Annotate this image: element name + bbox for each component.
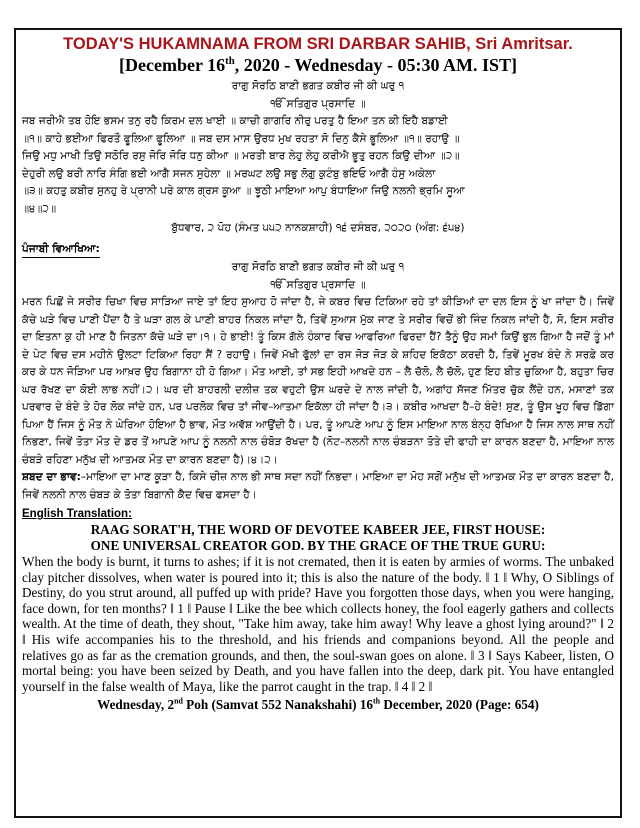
date-header-rest: , 2020 - Wednesday - 05:30 AM. IST] (234, 55, 517, 75)
raag-heading: ਰਾਗੁ ਸੋਰਠਿ ਬਾਣੀ ਭਗਤ ਕਬੀਰ ਜੀ ਕੀ ਘਰੁ ੧ (231, 80, 405, 92)
english-translation-label: English Translation: (22, 508, 132, 520)
date-header (22, 54, 614, 76)
date-header-suffix: th (225, 55, 235, 67)
date-header-prefix: [December 16 (119, 55, 226, 75)
footer-date-c: December, 2020 (Page: 654) (380, 697, 539, 713)
footer-date-b: Poh (Samvat 552 Nanakshahi) 16 (182, 697, 374, 713)
gurbani-line: ॥੧॥ ਕਾਹੇ ਭਈਆ ਫਿਰਤੌ ਫੂਲਿਆ ਫੂਲਿਆ ॥ ਜਬ ਦਸ ਮਾਸ ਉਰਧ ਮੁਖ ਰਹਤਾ ਸੋ ਦਿਨੁ ਕੈਸੇ ਭੂਲਿਆ ॥੧॥ ਰਹਾਉ ॥ (22, 132, 460, 145)
english-heading-2: ONE UNIVERSAL CREATOR GOD. BY THE GRACE OF THE TRUE GURU: (90, 538, 546, 553)
page-title: TODAY'S HUKAMNAMA FROM SRI DARBAR SAHIB, Sri Amritsar. (63, 35, 573, 53)
shabad-meaning-label: ਸ਼ਬਦ ਦਾ ਭਾਵ: (22, 471, 81, 483)
punjabi-raag-heading: ਰਾਗੁ ਸੋਰਠਿ ਬਾਣੀ ਭਗਤ ਕਬੀਰ ਜੀ ਕੀ ਘਰੁ ੧ (231, 261, 405, 273)
english-translation-text: When the body is burnt, it turns to ashes; if it is not cremated, then it is eaten by armies of worms. The unbaked clay pitcher dissolves, when water is poured into it; this is also the nature of the body. ‖ 1 ‖ Why, O Siblings of Destiny, do you strut around, all puffed up with pride? Have you forgotten those days, when you were hanging, face down, for ten months? ‖ 1 ‖ Pause ‖ Like the bee which collects honey, the fool eagerly gathers and collects wealth. At the time of death, they shout, "Take him away, take him away! Why leave a ghost lying around?" ‖ 2 ‖ His wife accompanies his to the threshold, and his friends and companions beyond. All the people and relatives go as far as the cremation grounds, and then, the soul-swan goes on alone. ‖ 3 ‖ Says Kabeer, listen, O mortal being: you have been seized by Death, and you have fallen into the deep, dark pit. You have entangled yourself in the false wealth of Maya, like the parrot caught in the trap. ‖ 4 ‖ 2 ‖ (22, 554, 614, 694)
punjabi-explanation-section (22, 239, 614, 504)
hukamnama-page (14, 28, 622, 818)
footer-date-a: Wednesday, 2 (97, 697, 175, 713)
punjabi-explanation-text: ਮਰਨ ਪਿਛੋਂ ਜੇ ਸਰੀਰ ਚਿਖਾ ਵਿਚ ਸਾੜਿਆ ਜਾਏ ਤਾਂ ਇਹ ਸੁਆਹ ਹੋ ਜਾਂਦਾ ਹੈ, ਜੇ ਕਬਰ ਵਿਚ ਟਿਕਿਆ ਰਹੇ ਤਾਂ ਕੀੜਿਆਂ ਦਾ ਦਲ ਇਸ ਨੂੰ ਖਾ ਜਾਂਦਾ ਹੈ। ਜਿਵੇਂ ਕੱਚੇ ਘੜੇ ਵਿਚ ਪਾਣੀ ਪੈਂਦਾ ਹੈ ਤੇ ਘੜਾ ਗਲ ਕੇ ਪਾਣੀ ਬਾਹਰ ਨਿਕਲ ਜਾਂਦਾ ਹੈ, ਤਿਵੇਂ ਸੁਆਸ ਮੁੱਕ ਜਾਣ ਤੇ ਸਰੀਰ ਵਿਚੋਂ ਭੀ ਜਿੰਦ ਨਿਕਲ ਜਾਂਦੀ ਹੈ, ਸੋ, ਇਸ ਸਰੀਰ ਦਾ ਇਤਨਾ ਕੁ ਹੀ ਮਾਣ ਹੈ ਜਿਤਨਾ ਕੱਚੇ ਘੜੇ ਦਾ।੧। ਹੇ ਭਾਈ! ਤੂੰ ਕਿਸ ਗੱਲੇ ਹੰਕਾਰ ਵਿਚ ਆਫਰਿਆ ਫਿਰਦਾ ਹੈਂ? ਤੈਨੂੰ ਉਹ ਸਮਾਂ ਕਿਉਂ ਭੁਲ ਗਿਆ ਹੈ ਜਦੋਂ ਤੂੰ ਮਾਂ ਦੇ ਪੇਟ ਵਿਚ ਦਸ ਮਹੀਨੇ ਉਲਟਾ ਟਿਕਿਆ ਰਿਹਾ ਸੈਂ ? ਰਹਾਉ। ਜਿਵੇਂ ਮੱਖੀ ਫੁੱਲਾਂ ਦਾ ਰਸ ਜੋੜ ਜੋੜ ਕੇ ਸ਼ਹਿਦ ਇਕੱਠਾ ਕਰਦੀ ਹੈ, ਤਿਵੇਂ ਮੂਰਖ ਬੰਦੇ ਨੇ ਸਰਫ਼ੇ ਕਰ ਕਰ ਕੇ ਧਨ ਜੋੜਿਆ ਪਰ ਆਖ਼ਰ ਉਹ ਬਿਗਾਨਾ ਹੀ ਹੋ ਗਿਆ। ਮੌਤ ਆਈ, ਤਾਂ ਸਭ ਇਹੀ ਆਖਦੇ ਹਨ – ਲੈ ਚੱਲੋ, ਲੈ ਚੱਲੋ, ਹੁਣ ਇਹ ਬੀਤ ਚੁਕਿਆ ਹੈ, ਬਹੁਤਾ ਚਿਰ ਘਰ ਰੱਖਣ ਦਾ ਕੋਈ ਲਾਭ ਨਹੀਂ।੨। ਘਰ ਦੀ ਬਾਹਰਲੀ ਦਲੀਜ਼ ਤਕ ਵਹੁਟੀ ਉਸ ਘਰਦੇ ਦੇ ਨਾਲ ਜਾਂਦੀ ਹੈ, ਅਗਾਂਹ ਸੱਜਣ ਮਿੱਤਰ ਚੁੱਕ ਲੈਂਦੇ ਹਨ, ਮਸਾਣਾਂ ਤਕ ਪਰਵਾਰ ਦੇ ਬੰਦੇ ਤੇ ਹੋਰ ਲੋਕ ਜਾਂਦੇ ਹਨ, ਪਰ ਪਰਲੋਕ ਵਿਚ ਤਾਂ ਜੀਵ–ਆਤਮਾ ਇਕੱਲਾ ਹੀ ਜਾਂਦਾ ਹੈ।੩। ਕਬੀਰ ਆਖਦਾ ਹੈ–ਹੇ ਬੰਦੇ! ਸੁਣ, ਤੂੰ ਉਸ ਖੂਹ ਵਿਚ ਡਿੱਗਾ ਪਿਆ ਹੈਂ ਜਿਸ ਨੂੰ ਮੌਤ ਨੇ ਘੇਰਿਆ ਹੋਇਆ ਹੈ ਭਾਵ, ਮੌਤ ਅਵੱਸ਼ ਆਉਂਦੀ ਹੈ। ਪਰ, ਤੂੰ ਆਪਣੇ ਆਪ ਨੂੰ ਇਸ ਮਾਇਆ ਨਾਲ ਬੰਨ੍ਹ ਰੱਖਿਆ ਹੈ ਜਿਸ ਨਾਲ ਸਾਥ ਨਹੀਂ ਨਿਭਣਾ, ਜਿਵੇਂ ਤੋਤਾ ਮੌਤ ਦੇ ਡਰ ਤੋਂ ਆਪਣੇ ਆਪ ਨੂੰ ਨਲਨੀ ਨਾਲ ਚੰਬੋੜ ਰੱਖਦਾ ਹੈ (ਨੋਟ–ਨਲਨੀ ਨਾਲ ਚੰਬੜਨਾ ਤੋਤੇ ਦੀ ਫਾਹੀ ਦਾ ਕਾਰਨ ਬਣਦਾ ਹੈ, ਮਾਇਆ ਨਾਲ ਚੰਬੜੇ ਰਹਿਣਾ ਮਨੁੱਖ ਦੀ ਆਤਮਕ ਮੌਤ ਦਾ ਕਾਰਨ ਬਣਦਾ ਹੈ)।੪।੨। (22, 296, 615, 466)
gurbani-line: ॥੩॥ ਕਹਤੁ ਕਬੀਰ ਸੁਨਹੁ ਰੇ ਪ੍ਰਾਨੀ ਪਰੇ ਕਾਲ ਗ੍ਰਸ ਕੂਆ ॥ ਝੂਠੀ ਮਾਇਆ ਆਪੁ ਬੰਧਾਇਆ ਜਿਉ ਨਲਨੀ ਭ੍ਰਮਿ ਸੂਆ (22, 185, 465, 197)
gurbani-line: ਜਬ ਜਰੀਐ ਤਬ ਹੋਇ ਭਸਮ ਤਨੁ ਰਹੈ ਕਿਰਮ ਦਲ ਖਾਈ ॥ ਕਾਚੀ ਗਾਗਰਿ ਨੀਰੁ ਪਰਤੁ ਹੈ ਇਆ ਤਨ ਕੀ ਇਹੈ ਬਡਾਈ (22, 115, 448, 127)
gurbani-line: ॥੪॥੨॥ (22, 202, 57, 215)
english-heading-1: RAAG SORAT'H, THE WORD OF DEVOTEE KABEER JEE, FIRST HOUSE: (90, 522, 546, 537)
shabad-meaning-text: –ਮਾਇਆ ਦਾ ਮਾਣ ਕੂੜਾ ਹੈ, ਕਿਸੇ ਚੀਜ਼ ਨਾਲ ਭੀ ਸਾਥ ਸਦਾ ਨਹੀਂ ਨਿਭਦਾ। ਮਾਇਆ ਦਾ ਮੋਹ ਸਗੋਂ ਮਨੁੱਖ ਦੀ ਆਤਮਕ ਮੌਤ ਦਾ ਕਾਰਨ ਬਣਦਾ ਹੈ, ਜਿਵੇਂ ਨਲਨੀ ਨਾਲ ਚੰਬੜ ਕੇ ਤੋਤਾ ਬਿਗਾਨੀ ਕੈਦ ਵਿਚ ਫਸਦਾ ਹੈ। (22, 471, 614, 501)
mool-mantar-line: ੴ ਸਤਿਗੁਰ ਪ੍ਰਸਾਦਿ ॥ (270, 97, 366, 110)
punjabi-date-line: ਬੁੱਧਵਾਰ, ੨ ਪੋਹ (ਸੰਮਤ ੫੫੨ ਨਾਨਕਸ਼ਾਹੀ) ੧੬ ਦਸੰਬਰ, ੨੦੨੦ (ਅੰਗ: ੬੫੪) (171, 222, 465, 234)
punjabi-mool-mantar-line: ੴ ਸਤਿਗੁਰ ਪ੍ਰਸਾਦਿ ॥ (270, 278, 366, 291)
gurbani-line: ਜਿਉ ਮਧੁ ਮਾਖੀ ਤਿਉ ਸਠੋਰਿ ਰਸੁ ਜੋਰਿ ਜੋਰਿ ਧਨੁ ਕੀਆ ॥ ਮਰਤੀ ਬਾਰ ਲੇਹੁ ਲੇਹੁ ਕਰੀਐ ਭੂਤੁ ਰਹਨ ਕਿਉ ਦੀਆ ॥੨॥ (22, 150, 460, 162)
gurbani-section (22, 78, 614, 218)
punjabi-explanation-label: ਪੰਜਾਬੀ ਵਿਆਖਿਆ: (22, 241, 100, 258)
footer-sup-1: nd (174, 696, 183, 706)
gurbani-line: ਦੇਹੁਰੀ ਲਉ ਬਰੀ ਨਾਰਿ ਸੰਗਿ ਭਈ ਆਗੈ ਸਜਨ ਸੁਹੇਲਾ ॥ ਮਰਘਟ ਲਉ ਸਭੁ ਲੋਗੁ ਕੁਟੰਬੁ ਭਇਓ ਆਗੈ ਹੰਸੁ ਅਕੇਲਾ (22, 167, 436, 180)
shabad-meaning (22, 469, 614, 504)
english-footer-date (22, 696, 614, 713)
footer-sup-2: th (373, 696, 381, 706)
